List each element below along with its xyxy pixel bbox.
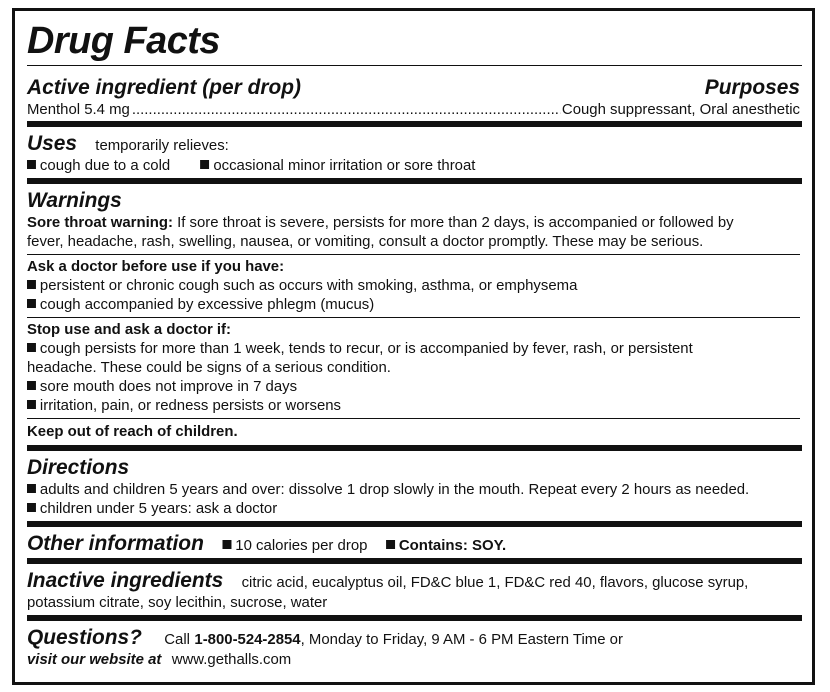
ingredient-name: Menthol 5.4 mg [27,101,130,118]
active-ingredient-section [27,70,802,127]
uses-list [27,156,800,175]
list-item: persistent or chronic cough such as occurs with smoking, asthma, or emphysema [27,276,800,295]
sore-throat-text: fever, headache, rash, swelling, nausea, or vomiting, consult a doctor promptly. These may be serious. [27,233,704,250]
other-calories: 10 calories per drop [222,537,367,554]
inactive-ingredients-header: Inactive ingredients [27,569,224,592]
uses-section [27,127,802,184]
sore-throat-warning [27,213,800,255]
sore-throat-label: Sore throat warning: [27,214,173,231]
ask-doctor-block [27,257,800,318]
uses-intro: temporarily relieves: [95,137,229,154]
drug-facts-panel [12,8,815,685]
bullet-icon [200,160,209,169]
uses-header: Uses [27,132,77,155]
stop-use-block [27,320,800,419]
bullet-icon [27,160,36,169]
active-ingredient-header: Active ingredient (per drop) [27,76,301,99]
phone-number[interactable]: 1-800-524-2854 [194,631,301,648]
list-item: sore mouth does not improve in 7 days [27,377,800,396]
directions-header: Directions [27,456,130,479]
inactive-ingredients-section [27,564,802,621]
website-link[interactable]: www.gethalls.com [171,651,292,668]
other-contains: Contains: SOY. [386,537,506,554]
other-information-header: Other information [27,532,204,555]
sore-throat-text: If sore throat is severe, persists for more than 2 days, is accompanied or followed by [177,214,734,231]
list-item: adults and children 5 years and over: dissolve 1 drop slowly in the mouth. Repeat every 2 hours as needed. [27,480,800,499]
questions-section [27,621,802,669]
ask-doctor-header: Ask a doctor before use if you have: [27,258,285,275]
bullet-icon [27,381,36,390]
bullet-icon [386,540,395,549]
bullet-icon [27,400,36,409]
bullet-icon [27,343,36,352]
keep-out-warning: Keep out of reach of children. [27,423,238,440]
call-label: Call [164,631,190,648]
list-item: cough accompanied by excessive phlegm (mucus) [27,295,800,314]
warnings-section [27,184,802,451]
stop-use-header: Stop use and ask a doctor if: [27,321,231,338]
phone-hours: , Monday to Friday, 9 AM - 6 PM Eastern Time or [300,631,623,648]
uses-item: occasional minor irritation or sore throat [200,157,475,174]
inactive-ingredients-text: citric acid, eucalyptus oil, FD&C blue 1, FD&C red 40, flavors, glucose syrup, [241,574,749,591]
drug-facts-title: Drug Facts [27,19,802,66]
bullet-icon [27,280,36,289]
bullet-icon [27,299,36,308]
bullet-icon [27,503,36,512]
visit-website-label: visit our website at [27,651,162,668]
purposes-header: Purposes [704,76,801,99]
uses-item: cough due to a cold [27,157,170,174]
leader-dots [132,100,560,119]
other-information-section [27,527,802,564]
inactive-ingredients-text: potassium citrate, soy lecithin, sucrose, water [27,594,328,611]
bullet-icon [222,540,231,549]
questions-header: Questions? [27,626,142,649]
warnings-header: Warnings [27,189,122,212]
active-ingredient-row [27,100,800,119]
ingredient-purpose: Cough suppressant, Oral anesthetic [561,101,801,118]
directions-section [27,451,802,527]
list-item-continued: headache. These could be signs of a serious condition. [27,359,391,376]
bullet-icon [27,484,36,493]
list-item: irritation, pain, or redness persists or worsens [27,396,800,415]
list-item: cough persists for more than 1 week, tends to recur, or is accompanied by fever, rash, or persistent [27,339,800,358]
list-item: children under 5 years: ask a doctor [27,499,800,518]
